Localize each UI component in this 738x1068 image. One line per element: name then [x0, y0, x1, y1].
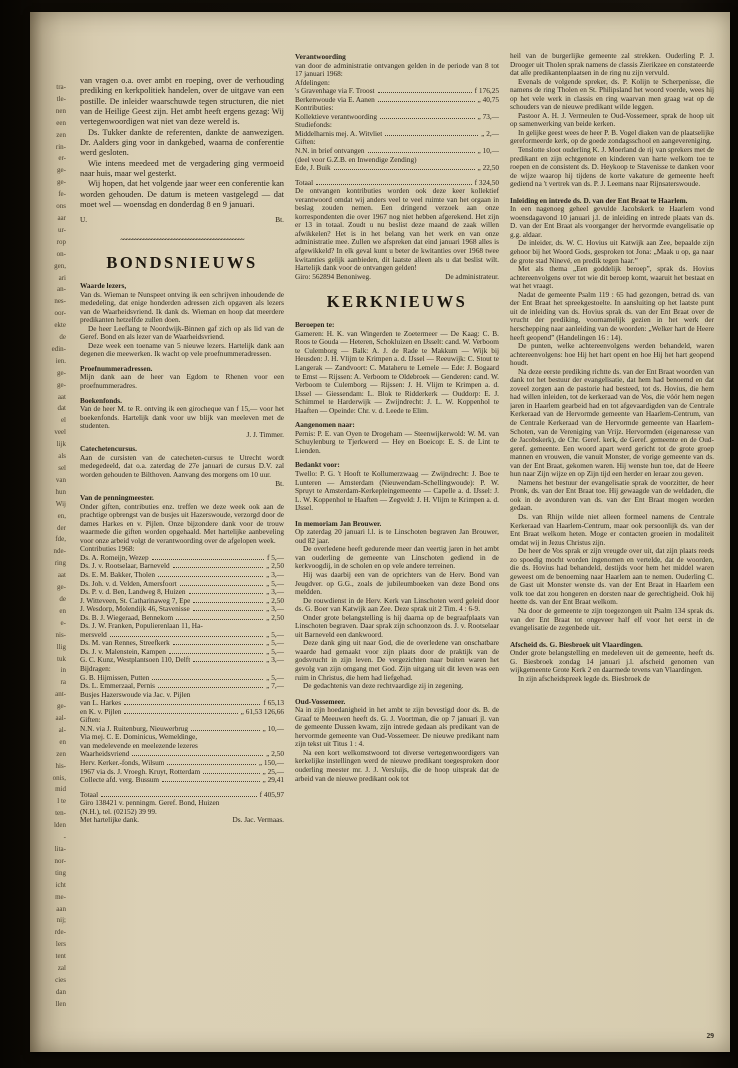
signature-row [80, 480, 284, 489]
paragraph: Na een kort welkomstwoord tot diverse vertegenwoordigers van kerkelijke instellingen werd de nieuwe predikant toegesproken door ouderling meester mr. J. J. Versluijs, die de hoop uitsprak dat de arbeid van de nieuwe predikant ook tot [295, 747, 499, 783]
ledger-item-name: Ede, J. Buik [295, 164, 331, 173]
ledger-item [80, 580, 284, 589]
dot-leader [169, 653, 263, 654]
spine-fragment: gen, [54, 261, 66, 270]
ledger-item-name: Kollektieve verantwoording [295, 112, 378, 121]
paragraph: Na door de gemeente te zijn toegezongen uit Psalm 134 sprak ds. van der Ent Braat tot ongeveer half elf voor het eerst in de evangelisatie de zegenbede uit. [510, 606, 714, 633]
ledger-item-name: Herv. Kerker.-fonds, Wilsum [80, 759, 165, 767]
spacer [295, 173, 499, 177]
spine-fragment: en [59, 606, 66, 615]
spine-fragment: dat [57, 404, 66, 413]
paragraph: Aan de cursisten van de catecheten-cursus te Utrecht wordt medegedeeld, dat o.a. zaterdag de 27e januari de cursus D.V. zal worden gehouden te Bilthoven. Aanvang des morgens om 10 uur. [80, 452, 284, 479]
ledger-item-amount: „ 7,— [266, 681, 284, 691]
ledger-item-amount: „ 5,— [266, 646, 284, 656]
paragraph: Van de heer M. te R. ontving ik een girocheque van f 15,— voor het boekenfonds. Hartelijk dank voor uw blijk van meeleven met de studenten. [80, 404, 284, 431]
dot-leader [101, 796, 257, 797]
article-subheading: Waarde lezers, [80, 281, 127, 291]
spacer [80, 272, 284, 281]
spine-fragment: me- [55, 892, 66, 901]
paragraph: Ds. Tukker dankte de referenten, dankte de aanwezigen. Dr. Aalders ging voor in dankgebed, waarna de conferentie werd gesloten. [80, 127, 284, 158]
ledger-item-amount: „ 3,— [266, 587, 284, 597]
spine-fragment: lers [55, 940, 66, 949]
ledger-item-amount: „ 3,— [266, 655, 284, 665]
ledger-note: van medelevende en meelezende lezeres [80, 740, 198, 750]
article-subheading: Aangenomen naar: [295, 420, 355, 430]
ledger-item-name: mersveld [80, 630, 107, 639]
ledger-item-amount: „ 2,50 [266, 749, 284, 759]
paragraph: Nadat de gemeente Psalm 119 : 65 had gezongen, betrad ds. van der Ent Braat het spreekgestoelte. In aansluiting op het laatste punt uit de inleiding van ds. Hovius sprak ds. van der Ent Braat over de vrucht der prediking, voornamelijk gezien in het werk der herschepping naar aanleiding van de woorden: „Welker hart de Heere heeft geopend” (Handelingen 16 : 14). [510, 289, 714, 342]
spine-fragment: een [56, 118, 66, 127]
ledger-item [80, 571, 284, 580]
dot-leader [334, 169, 475, 170]
ledger-item-amount: „ 10,— [477, 146, 499, 156]
signature-left: Giro: 562894 Benoniweg. [295, 271, 372, 281]
ledger-item [80, 759, 284, 768]
spine-fragment: Wij [55, 499, 66, 508]
dot-leader [110, 636, 263, 637]
spine-fragment: lden [53, 821, 66, 830]
dot-leader [152, 679, 263, 680]
paragraph: van door de administratie ontvangen gelden in de periode van 8 tot 17 januari 1968: [295, 60, 499, 79]
paragraph: De overledene heeft gedurende meer dan veertig jaren in het ambt van ouderling de gemeente van Linschoten gediend in de kerkvoogdij, in de scholen en op vele andere terreinen. [295, 544, 499, 571]
spine-fragment: ons [56, 202, 66, 211]
dot-leader [378, 101, 475, 102]
ledger-item [295, 164, 499, 173]
spacer [80, 52, 284, 76]
spine-fragment: ge- [57, 368, 66, 377]
article-subheading: Beroepen te: [295, 320, 335, 330]
spine-fragment: al- [58, 725, 66, 734]
article-subheading: Inleiding en intrede ds. D. van der Ent Braat te Haarlem. [510, 195, 688, 205]
spine-fragment: nij; [56, 916, 66, 925]
ledger-item-name: J. Witteveen, St. Catharinaweg 7, Epe [80, 596, 191, 605]
ledger-item-amount: „ 5,— [266, 672, 284, 682]
spacer [80, 391, 284, 396]
squiggle-divider: ~~~~~~~~~~~~~~~~~~~~~~~~~~~~~~~~~~~~~~~~~~~~ [120, 237, 244, 245]
paragraph: Twello: P. G. 't Hooft te Kollumerzwaag — Zwijndrecht: J. Boe te Lunteren — Amsterdam (Nieuwendam-Schellingwoude): P. W. Spruyt te Amsterdam-Kerkepleingemeente — Capelle a. d. IJssel: J. L. W. Koppenhol te Haaften — Zegveld: J. H. Vlijm te Krimpen a. d. IJssel. [295, 468, 499, 513]
paragraph: In gelijke geest wees de heer P. B. Vogel diaken van de plaatselijke gereformeerde kerk, op de goede zondagsschool en aangevereniging. [510, 127, 714, 146]
spine-fragment: on- [56, 249, 66, 258]
spine-fragment: edin- [51, 344, 66, 353]
spine-fragment: als [58, 452, 66, 461]
paragraph: Na deze eerste prediking richtte ds. van der Ent Braat woorden van dank tot het bestuur der evangelisatie, dat hem had benoemd en dat zoveel zorgen aan de pastorie had besteed, tot ds. Hovius, die hem had willen inleiden, tot de kerkeraad van de Vos, die vóór hem negen jaren in Haarlem gearbeid had en tot afgevaardigden van de Centrale Kerkeraad van de Hervormde gemeente van Haarlem-Centrum, van de Centrale Kerkeraad van de Hervormde gemeente van Haarlem-Schoten, van de Vereniging van Vrijz. Hervormden (eigenaresse van de Jacobskerk), de Chr. Geref. kerk, de Geref. gemeente en de Oud-geref. gemeente. Een woord apart werd gericht tot de grote groep mannen en vrouwen, die vanuit Monster, de vorige gemeente van ds. van der Ent Braat, gekomen waren. Hij wenste hun toe, dat de Heere hun naar Zijn wijze en op Zijn tijd een herder en leraar zou geven. [510, 366, 714, 479]
spine-fragment: ge- [57, 178, 66, 187]
spacer [295, 513, 499, 519]
spine-fragment: ge- [57, 583, 66, 592]
spine-fragment: lita- [54, 845, 66, 853]
ledger-item-amount: f 5,— [266, 552, 284, 562]
spine-fragment: icht [55, 880, 66, 889]
ledger-item-name: 1967 via ds. J. Vroegh. Kruyt, Rotterdam [80, 767, 201, 776]
spine-fragment: nor- [54, 856, 66, 865]
ledger-item-name: Totaal [80, 790, 99, 799]
spine-fragment: l te [57, 797, 66, 806]
signature-row [295, 273, 499, 282]
spine-fragment: tuk [57, 654, 66, 663]
spine-fragment: ting [55, 868, 66, 877]
ledger-note: (N.H.), tel. (02152) 39 99. [80, 806, 157, 816]
spine-fragment: aal- [55, 714, 66, 723]
paragraph: Wie intens meedeed met de vergadering ging vermoeid naar huis, maar wel gesterkt. [80, 158, 284, 179]
dot-leader [368, 152, 475, 153]
dot-leader [162, 781, 259, 782]
ledger-item [80, 708, 284, 717]
spine-fragment: lijk [56, 440, 66, 449]
paragraph: Tenslotte sloot ouderling K. J. Moerland de rij van sprekers met de predikant en zijn echtgenote en kinderen van harte welkom toe te roepen en de consistent ds. D. Heykoop te Stavenisse te danken voor de wijze waarop hij tijdens de korte vakature de gemeente heeft gediend na 't vertrek van ds. P. J. Leemans naar Rijnsaterswoude. [510, 145, 714, 189]
dot-leader [203, 773, 259, 774]
spacer [295, 691, 499, 697]
spine-fragment: ring [54, 559, 66, 568]
signature-row [80, 431, 284, 440]
article-subheading: Boekenfonds. [80, 395, 122, 405]
spine-fragment: tra- [56, 83, 66, 91]
ledger-item-amount: „ 3,— [266, 604, 284, 614]
spine-fragment: en, [57, 511, 66, 520]
ledger-item-name: Ds. Joh. v. d. Velden, Amersfoort [80, 579, 177, 588]
spine-fragment: rde- [54, 928, 66, 937]
spine-fragment: ten- [55, 809, 66, 818]
spine-fragment: mid [55, 785, 66, 794]
spine-fragment: hun [55, 487, 66, 496]
paragraph: Deze week een toename van 5 nieuwe lezers. Hartelijk dank aan degenen die meewerken. Ik wacht op vele proefnummeradressen. [80, 340, 284, 359]
spine-fragment: ra [60, 678, 66, 687]
dot-leader [158, 687, 263, 688]
paragraph: De heer Leeflang te Noordwijk-Binnen gaf zich op als lid van de Geref. Bond en als lezer van de Waarheidsvriend. [80, 323, 284, 342]
spine-fragment: zen [56, 130, 66, 139]
paragraph: In zijn afscheidspreek legde ds. Biesbroek de [518, 673, 650, 683]
spine-fragment: zal [57, 964, 66, 973]
paragraph: Onder giften, contributies enz. treffen we deze week ook aan de prachtige opbrengst van de busjes uit Hazerswoude, verzorgd door de dames Harkes en v. Pijlen. Onze bijzondere dank voor de trouw waarmede die giften worden opgehaald. Met hartelijke aanbeveling voor onze arbeid volgt de verantwoording over de afgelopen week. [80, 501, 284, 545]
spine-fragment: nde- [53, 547, 66, 556]
paragraph: De gedachtenis van deze rechtvaardige zij in zegening. [303, 681, 464, 691]
dot-leader [191, 730, 259, 731]
ledger-item [80, 588, 284, 597]
paragraph: Mijn dank aan de heer van Egdom te Rhenen voor een proefnummeradres. [80, 372, 284, 391]
ledger-item-name: en K. v. Pijlen [80, 707, 122, 716]
dot-leader [176, 619, 263, 620]
spacer [510, 189, 714, 196]
dot-leader [378, 92, 472, 93]
spacer [295, 311, 499, 320]
paragraph: Deze dank ging uit naar God, die de overledene van onschatbare waarde had gemaakt voor zijn plaats door de praktijk van de godsvrucht in zijn leven. De vergezichten naar buiten waren het gevolg van zijn omgang met God. Zijn uitgang uit dit leven was een ruim in Christus, die hem had liefgehad. [295, 638, 499, 682]
ledger-item [80, 776, 284, 785]
dot-leader [316, 184, 472, 185]
spine-fragment: dan [55, 987, 66, 996]
spine-fragment: - [63, 833, 66, 842]
ledger-label: Kontributies: [295, 103, 334, 113]
spine-fragment: ant- [55, 690, 66, 699]
paragraph: Wij hopen, dat het volgende jaar weer een conferentie kan worden gehouden. De datum is meteen vastgelegd — dat moet wel — woensdag en donderdag 8 en 9 januari. [80, 179, 284, 210]
spine-fragment: ari [58, 273, 66, 282]
paragraph: De inleider, ds. W. C. Hovius uit Katwijk aan Zee, bepaalde zijn gehoor bij het Woord Gods, gesproken tot Jona: „Maak u op, ga naar de grote stad Ninevé, en predik tegen haar.” [510, 238, 714, 265]
ledger-item-amount: „ 5,— [266, 638, 284, 648]
ledger-label: Giften: [80, 715, 101, 725]
ledger-note: Ds. J. W. Franken, Populierenlaan 11, Ha- [80, 621, 203, 631]
spine-fragment: sel [58, 464, 66, 472]
spine-fragment: zen [56, 749, 66, 758]
spine-fragment: aat [57, 571, 66, 580]
ledger-item-name: J. Wesdorp, Molendijk 46, Stavenisse [80, 605, 190, 614]
spine-fragment: in [60, 666, 66, 675]
dot-leader [132, 755, 263, 756]
ledger-item-name: Totaal [295, 178, 314, 187]
ledger-item-amount: „ 2,50 [266, 561, 284, 571]
signature-row [80, 816, 284, 825]
article-subheading: Van de penningmeester. [80, 493, 154, 503]
ledger-item-amount: „ 29,41 [262, 775, 284, 785]
spine-fragment: veel [54, 428, 66, 437]
dot-leader [167, 764, 255, 765]
paragraph: Onder grote belangstelling en medeleven uit de gemeente, heeft ds. G. Biesbroek zondag 14 januari j.l. afscheid genomen van wijkgemeente Grote Kerk 2 en daarmede tevens van Vlaardingen. [510, 648, 714, 675]
paragraph: In een nagenoeg geheel gevulde Jacobskerk te Haarlem vond woensdagavond 10 januari j.l. de inleiding en intrede plaats van ds. D. van der Ent Braat als voorganger der hervormde evangelisatie op g.g. aldaar. [510, 204, 714, 239]
ledger-item-name: Berkenwoude via E. Aanen [295, 95, 375, 104]
column-right [510, 52, 714, 1040]
dot-leader [173, 567, 264, 568]
ledger-item [80, 674, 284, 683]
spine-fragment: an- [57, 285, 66, 294]
spine-fragment: ur- [57, 225, 66, 234]
spine-fragment: en [59, 737, 66, 746]
paragraph: Met als thema „Een goddelijk beroep”, sprak ds. Hovius achtereenvolgens over tot wie dit beroep komt, waaruit het bestaat en wat het vraagt. [510, 264, 714, 291]
ledger-item-name: N.N. via J. Ruitenburg, Nieuwerbrug [80, 724, 189, 733]
spine-fragment: fe- [58, 190, 66, 199]
ledger-item-amount: „ 25,— [262, 766, 284, 776]
spine-fragment: onis, [52, 773, 66, 782]
spacer [510, 633, 714, 640]
columns-container [80, 52, 714, 1040]
ledger-item [80, 562, 284, 571]
article-subheading: In memoriam Jan Brouwer. [295, 518, 382, 528]
paragraph: Pernis: P. E. van Oyen te Drogeham — Steenwijkerwold: W. M. van Schuylenburg te Tjerkwerd — Hey en Boeicop: E. S. de Lint te Lienden. [295, 428, 499, 455]
paragraph: Onder grote belangstelling is hij daarna op de begraafplaats van Linschoten begraven. Daar sprak zijn schoonzoon ds. J. v. Rootselaar uit Barneveld een dankwoord. [295, 612, 499, 639]
spine-fragment: e- [60, 618, 66, 627]
ledger-label: Bijdragen: [80, 663, 111, 673]
ledger-item-amount: „ 5,— [266, 578, 284, 588]
paragraph: heil van de burgerlijke gemeente zal strekken. Ouderling P. J. Drooger uit Tholen sprak namens de classis Zierikzee en constateerde dat alle predikantenplaatsen in de ring nu zijn vervuld. [510, 52, 714, 78]
ledger-note: Giro 138421 v. penningm. Geref. Bond, Huizen [80, 798, 220, 808]
ledger-item-amount: f 405,97 [259, 789, 284, 799]
dot-leader [189, 593, 264, 594]
article-subheading: Oud-Vossemeer. [295, 696, 346, 706]
ledger-item [80, 597, 284, 606]
ledger-item-amount: f 65,13 [263, 698, 284, 708]
paragraph: Gameren: H. K. van Wingerden te Zoetermeer — De Kaag: C. B. Roos te Gouda — Heteren, Schokluizen en IJsselt: cand. W. Verboom te Culemborg — Balk: A. J. de Rade te Makkum — Wijk bij Heusden: J. H. Vlijm te Krimpen a. d. IJssel — Reeuwijk: C. Stout te Langerak — Zandvoort: C. Mataheru te Lemele — Ede: J. Bogaard te Emst — Rijssen: A. Verboom te Oldebroek — Genderen: cand. W. Verboom te Culemborg — Rijssen: J. H. Vlijm te Krimpen a. d. IJssel — Giessendam: L. Blok te Ridderkerk — Ouddorp: E. J. Schimmel te Harderwijk — Zwijndrecht: J. L. W. Koppenhol te Haaften — Opeinde: Chr. v. d. Leede te Elim. [295, 328, 499, 415]
ledger-item [80, 631, 284, 640]
paragraph: Evenals de volgende spreker, ds. P. Kolijn te Scherpenisse, die namens de ring Tholen en St. Philipsland het woord voerde, wees hij op het vele werk in classis en ring waarvan men graag wat op de schouders van de nieuwe predikant wilde leggen. [510, 76, 714, 112]
section-heading: BONDSNIEUWS [106, 253, 258, 273]
ledger-item-name: Ds. A. Romeijn, Wezep [80, 553, 149, 562]
spine-fragment: tent [55, 952, 66, 961]
paragraph: Namens het bestuur der evangelisatie sprak de voorzitter, de heer Pronk, ds. van der Ent Braat toe. Hij gewaagde van de weldaden, die ook in de avonduren van ds. van der Ent Braat mogen worden gedaan. [510, 477, 714, 513]
dot-leader [152, 559, 264, 560]
paragraph: De rouwdienst in de Herv. Kerk van Linschoten werd geleid door ds. G. Boer van Katwijk aan Zee. Deze sprak uit 2 Tim. 4 : 6-9. [295, 595, 499, 614]
ledger-item [80, 639, 284, 648]
spine-fragment: de [59, 594, 66, 603]
signature-right: Ds. Jac. Vermaas. [232, 815, 284, 825]
spine-fragment: oor- [54, 309, 66, 318]
ledger-note: (deel voor G.Z.B. en Inwendige Zending) [295, 154, 417, 164]
ledger-item-name: Waarheidsvriend [80, 750, 130, 759]
dot-leader [173, 644, 263, 645]
paragraph: Op zaterdag 20 januari l.l. is te Linschoten begraven Jan Brouwer, oud 82 jaar. [295, 527, 499, 545]
column-left [80, 52, 284, 1040]
ledger-item-name: van L. Harkes [80, 699, 122, 708]
magazine-page [30, 12, 730, 1052]
spine-fragment: ien. [55, 356, 66, 365]
ledger-item-name: G. B. Hijmissen, Putten [80, 673, 150, 682]
spine-fragment: nen [55, 106, 66, 115]
ledger-item-name: Ds. J. v. Rootselaar, Barneveld [80, 562, 170, 571]
paragraph: van vragen o.a. over ambt en roeping, over de verhouding prediking en kerkpolitiek handelen, over de uitgave van een postille. De inleider waarschuwde tegen structuren, die niet van de Heilige Geest zijn. Het ambt heeft ergens gezag: Wij vertegenwoordigen wat niet van deze wereld is. [80, 76, 284, 127]
spine-fragment: nes- [54, 297, 66, 306]
ledger-item-amount: „ 2,50 [266, 595, 284, 605]
spine-fragment: de [59, 333, 66, 342]
ledger-item [80, 648, 284, 657]
spine-fragment: van [55, 475, 66, 484]
spine-fragment: his- [55, 761, 66, 770]
ledger-item-name: Ds. J. v. Malenstein, Kampen [80, 647, 166, 656]
dot-leader [193, 602, 263, 603]
ledger-item-name: Ds. M. van Rennes, Streefkerk [80, 639, 170, 648]
spine-fragment: nis- [55, 630, 66, 639]
ledger-note: Busjes Hazerswoude via Jac. v. Pijlen [80, 689, 191, 699]
paragraph: Hij was daarbij een van de oprichters van de Herv. Bond van Jeugdver. op G.G., zoals de jubileumboeken van deze Bond ons meldden. [295, 569, 499, 597]
dot-leader [124, 713, 237, 714]
spine-fragment: ge- [57, 380, 66, 389]
ledger-item-amount: „ 22,50 [477, 163, 499, 173]
ledger-item-amount: „ 2,— [481, 128, 499, 138]
ledger-note: Via mej. C. E. Dominicus, Wemeldinge, [80, 732, 198, 742]
ledger-item [80, 605, 284, 614]
paragraph: Na in zijn hoedanigheid in het ambt te zijn bevestigd door ds. B. de Graaf te Meeuwen heeft ds. G. J. Voortman, die op 7 januari jl. van de gemeente Dussen kwam, zijn intrede gedaan als predikant van de hervormde gemeente van Oud-Vossemeer. De nieuwe predikant nam zijn tekst uit Titus 1 : 4. [295, 705, 499, 749]
article-subheading: Afscheid ds. G. Biesbroek uit Vlaardingen. [510, 639, 643, 649]
dot-leader [124, 704, 260, 705]
spine-fragment: llig [56, 642, 66, 651]
ledger-item [295, 130, 499, 139]
signature-left: U. [80, 215, 88, 225]
ledger-item-name: G. C. Kunz, Westplantsoen 110, Delft [80, 656, 191, 665]
dot-leader [193, 661, 263, 662]
dot-leader [385, 135, 478, 136]
article-subheading: Bedankt voor: [295, 460, 340, 470]
paragraph: De punten, welke achtereenvolgens werden behandeld, waren achtereenvolgens: hoe Hij het hart opent en hoe Hij het hart geopend houdt. [510, 341, 714, 368]
ledger-item [80, 768, 284, 777]
ledger-item-name: 's Gravenhage via F. Troost [295, 87, 375, 96]
ledger-item [80, 554, 284, 563]
spine-fragment: rin- [55, 142, 66, 151]
ledger-item-amount: „ 73,— [477, 111, 499, 121]
paragraph: Van ds. Wieman te Nunspeet ontving ik een schrijven inhoudende de mededeling, dat enige honderden adressen zich opgaven als lezers van de Waarheidsvriend. Ik dank ds. Wieman en hoop dat meerdere predikanten hetzelfde zullen doen. [80, 289, 284, 325]
spine-fragment: der [57, 523, 66, 532]
ledger-item-amount: „ 3,— [266, 569, 284, 579]
spine-fragments [30, 82, 70, 1032]
spine-fragment: er- [58, 154, 66, 163]
spine-fragment: llen [55, 999, 66, 1008]
spine-fragment: tle- [56, 94, 66, 103]
ledger-item-amount: „ 2,50 [266, 612, 284, 622]
spine-fragment: ekte [54, 321, 66, 330]
section-heading: KERKNIEUWS [326, 292, 468, 312]
spine-fragment: aar [57, 213, 66, 222]
dot-leader [380, 118, 474, 119]
ledger-item-name: Collecte afd. verg. Bussum [80, 776, 160, 785]
ledger-item-name: N.N. in brief ontvangen [295, 147, 365, 156]
paragraph: Ds. van Rhijn wilde niet alleen formeel namens de Centrale Kerkeraad van Haarlem-Centrum, maar ook persoonlijk ds. van der Ent Braat welkom heten. Moge er contacten groeien in modaliteit omdat wij in Jezus Christus zijn. [510, 511, 714, 547]
signature-left: Met hartelijke dank. [80, 815, 139, 825]
spine-fragment: ge- [57, 702, 66, 711]
spine-fragment: el [60, 416, 66, 425]
ledger-item-amount: „ 40,75 [477, 94, 499, 104]
ledger-item-amount: „ 10,— [262, 723, 284, 733]
article-subheading: Verantwoording [295, 52, 346, 61]
signature-row [80, 216, 284, 225]
ledger-item-amount: „ 150,— [258, 758, 284, 767]
spine-fragment: cies [55, 975, 66, 984]
spacer [80, 785, 284, 789]
ledger-label: Afdelingen: [295, 77, 330, 87]
spacer [80, 225, 284, 237]
spine-fragment: ge- [57, 166, 66, 175]
signature-right: J. J. Timmer. [246, 429, 284, 439]
spine-fragment: aat [57, 392, 66, 401]
ledger-item [295, 87, 499, 96]
ledger-item-name: Ds. B. J. Wiegeraad, Bennekom [80, 613, 174, 622]
ledger-item-name: Middelharnis mej. A. Witvliet [295, 129, 383, 138]
dot-leader [158, 576, 263, 577]
paragraph: De heer de Vos sprak er zijn vreugde over uit, dat zijn plaats reeds zo spoedig mocht worden ingenomen en vertelde, dat de woorden, die ds. Hovius had behandeld, destijds voor hem het middel waren geweest om de benoeming naar Haarlem aan te nemen. Ouderling C. de Gast uit Monster wenste ds. van der Ent Braat in Haarlem een volk toe dat zou hongeren en dorsten naar de gerechtigheid. Ook hij heette ds. van der Ent Braat welkom. [510, 546, 714, 607]
ledger-label: Studiefonds: [295, 120, 332, 130]
ledger-item-amount: f 176,25 [474, 86, 499, 96]
dot-leader [193, 610, 263, 611]
spine-fragment: fde, [55, 535, 66, 544]
ledger-item-name: Ds. L. Emmerzaal, Pernis [80, 682, 155, 691]
column-middle [295, 52, 499, 1040]
ledger-label: Giften: [295, 137, 316, 147]
ledger-item-name: Ds. E. M. Bakker, Tholen [80, 570, 155, 579]
ledger-item-amount: „ 5,— [266, 629, 284, 639]
spine-fragment: rop [56, 237, 66, 246]
signature-right: Bt. [275, 215, 284, 225]
ledger-label: Contributies 1968: [80, 544, 135, 554]
paragraph: Pastoor A. H. J. Vermeulen te Oud-Vossemeer, sprak de hoop uit op samenwerking van beide kerken. [510, 110, 714, 129]
ledger-item-name: Ds. P. v. d. Ben, Landweg 8, Huizen [80, 588, 186, 597]
signature-right: Bt. [275, 478, 284, 488]
paragraph: De ontvangen kontributies worden ook deze keer kollektief verantwoord omdat wij anders veel te veel ruimte van het orgaan in beslag zouden nemen. Een dringend verzoek aan onze korrespondenten die over 1967 nog niet hebben afgerekend. Het zijn er 13 in totaal. Zoudt u nu beslist deze maand de zaak willen afwikkelen? Het is in het belang van het werk en van onze administratie mee. Zullen we afspreken dat eind januari 1968 alles is afgewikkeld? In elk geval kunt u beter de kwitanties over 1968 twee kwitanties gelijk aanbieden, dit laatste alleen als u dat beslist wilt. Hartelijk dank voor de ontvangen gelden! [295, 186, 499, 273]
ledger-item [80, 750, 284, 759]
page-number: 29 [706, 1031, 714, 1040]
ledger-item-amount: „ 61,53 126,66 [240, 706, 284, 716]
dot-leader [180, 585, 263, 586]
article-subheading: Proefnummeradressen. [80, 363, 153, 373]
spine-fragment: aan [56, 904, 66, 913]
signature-right: De administrateur. [445, 271, 499, 281]
article-subheading: Catechetencursus. [80, 444, 137, 454]
ledger-item-amount: f 324,50 [474, 177, 499, 187]
